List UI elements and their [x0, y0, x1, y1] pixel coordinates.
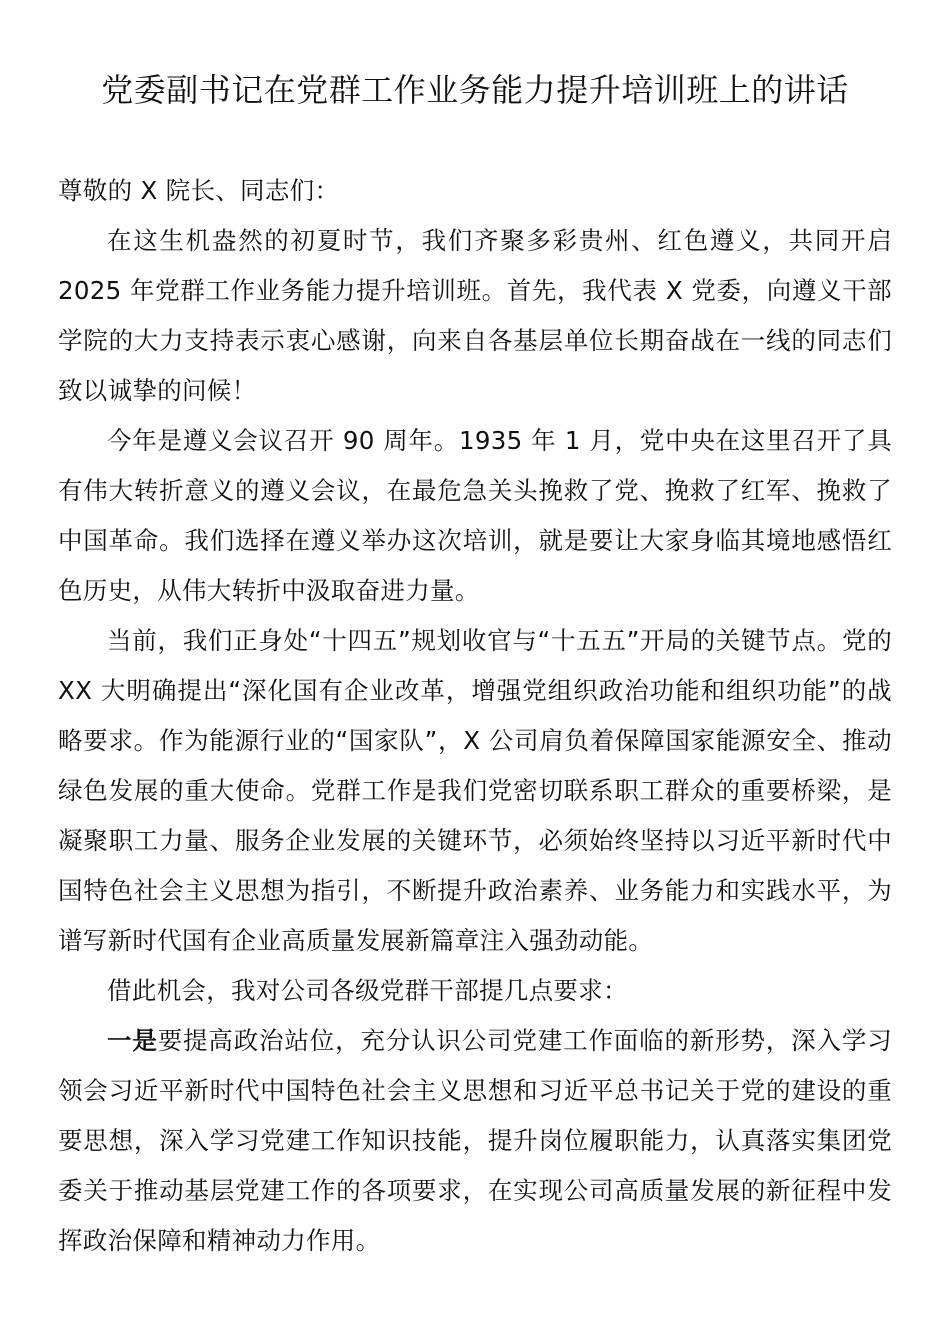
requirement-1-lead: 一是: [107, 1026, 158, 1055]
paragraph-current-situation: 当前，我们正身处“十四五”规划收官与“十五五”开局的关键节点。党的 XX 大明确提出“深化国有企业改革，增强党组织政治功能和组织功能”的战略要求。作为能源行业的“国家队”，X 公司肩负着保障国家能源安全、推动绿色发展的重大使命。党群工作是我们党密切联系职工群众的重要桥梁，是凝聚职工力量、服务企业发展的关键环节，必须始终坚持以习近平新时代中国特色社会主义思想为指引，不断提升政治素养、业务能力和实践水平，为谱写新时代国有企业高质量发展新篇章注入强劲动能。: [58, 626, 892, 955]
paragraph-requirements-intro: 借此机会，我对公司各级党群干部提几点要求：: [107, 976, 628, 1005]
document-title: 党委副书记在党群工作业务能力提升培训班上的讲话: [101, 71, 849, 109]
paragraph-zunyi-meeting: 今年是遵义会议召开 90 周年。1935 年 1 月，党中央在这里召开了具有伟大转折意义的遵义会议，在最危急关头挽救了党、挽救了红军、挽救了中国革命。我们选择在遵义举办这次培训，就是要让大家身临其境地感悟红色历史，从伟大转折中汲取奋进力量。: [58, 426, 892, 605]
paragraph-requirement-1: [58, 1016, 892, 1266]
paragraph-opening: 在这生机盎然的初夏时节，我们齐聚多彩贵州、红色遵义，共同开启 2025 年党群工作业务能力提升培训班。首先，我代表 X 党委，向遵义干部学院的大力支持表示衷心感谢，向来自各基层单位长期奋战在一线的同志们致以诚挚的问候！: [58, 226, 892, 405]
document-body: [58, 166, 892, 1266]
salutation: 尊敬的 X 院长、同志们：: [58, 176, 340, 205]
requirement-1-text: 要提高政治站位，充分认识公司党建工作面临的新形势，深入学习领会习近平新时代中国特色社会主义思想和习近平总书记关于党的建设的重要思想，深入学习党建工作知识技能，提升岗位履职能力，认真落实集团党委关于推动基层党建工作的各项要求，在实现公司高质量发展的新征程中发挥政治保障和精神动力作用。: [58, 1026, 892, 1255]
